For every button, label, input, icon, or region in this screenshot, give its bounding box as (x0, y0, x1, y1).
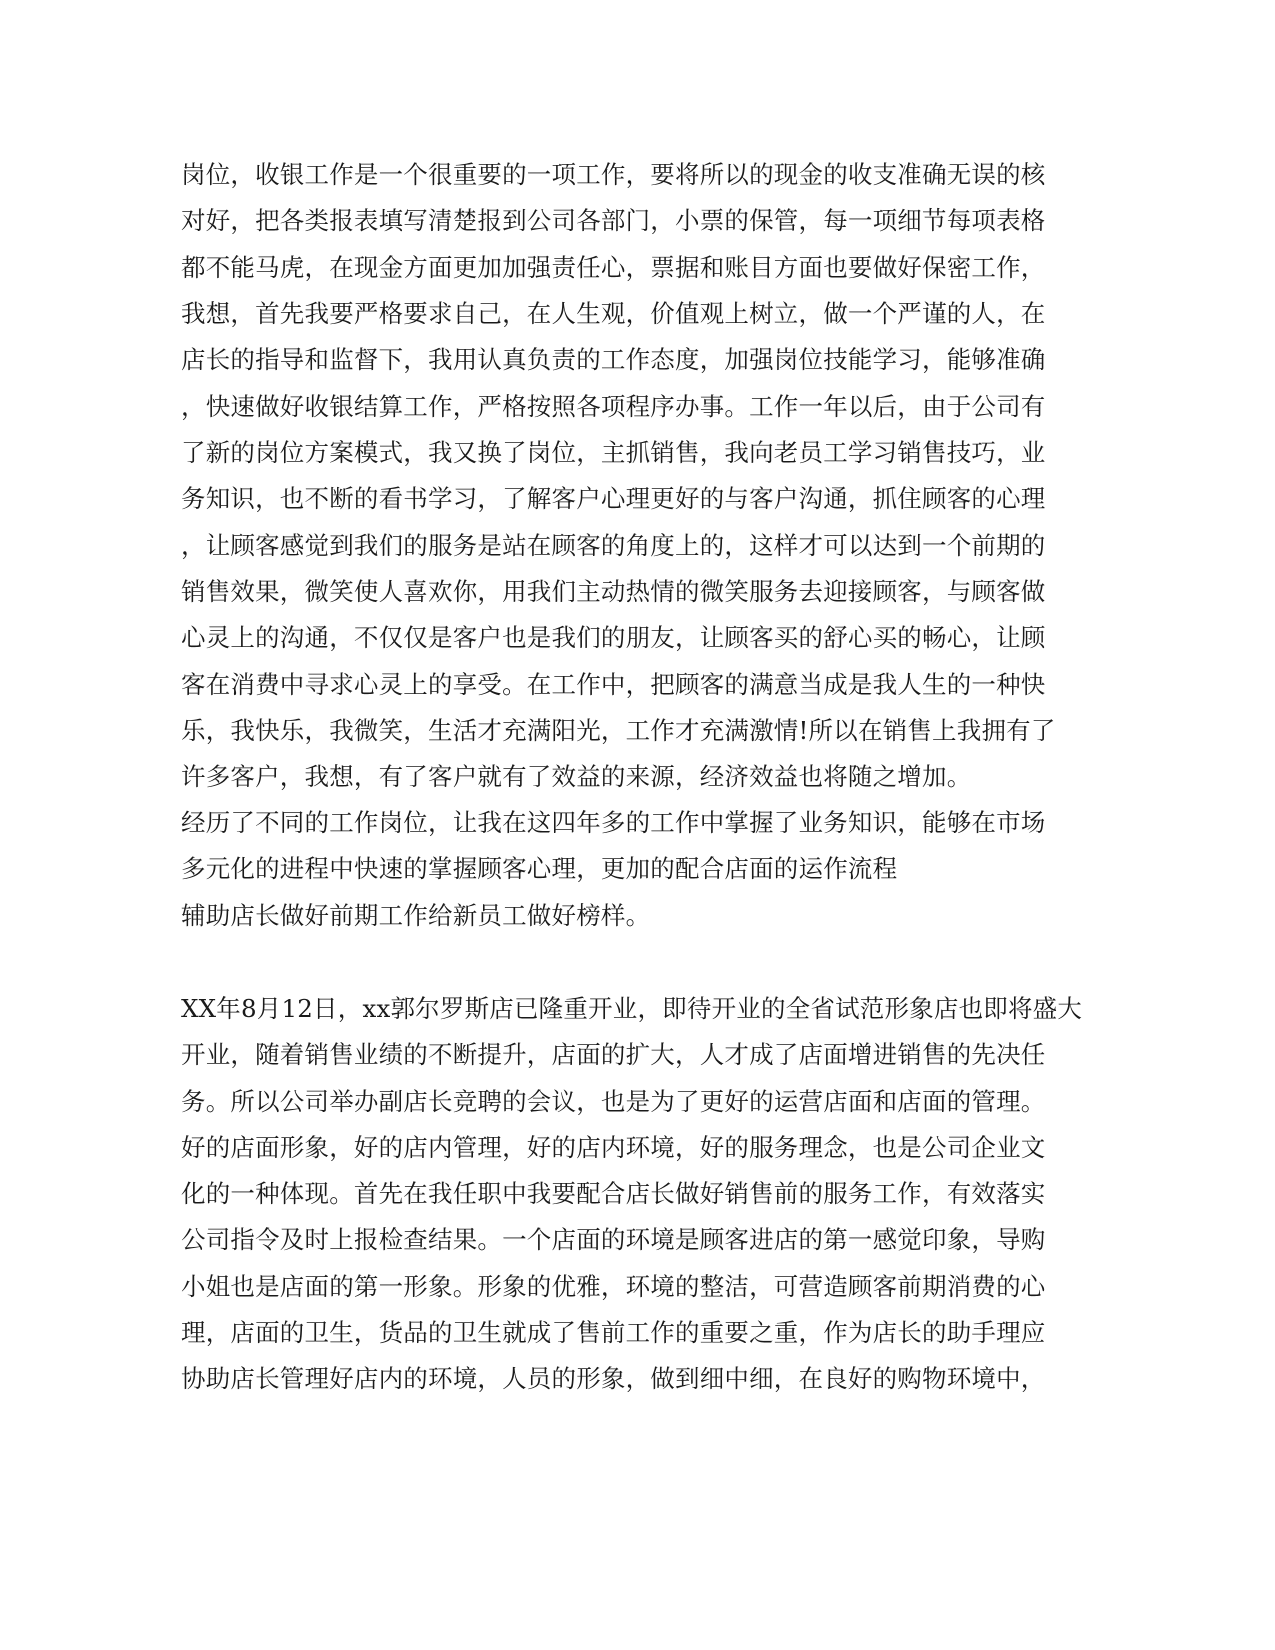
text-line: ，快速做好收银结算工作，严格按照各项程序办事。工作一年以后，由于公司有 (181, 392, 1046, 421)
text-line: 客在消费中寻求心灵上的享受。在工作中，把顾客的满意当成是我人生的一种快 (181, 670, 1046, 699)
text-line: 开业，随着销售业绩的不断提升，店面的扩大，人才成了店面增进销售的先决任 (181, 1040, 1046, 1069)
text-line: 务。所以公司举办副店长竞聘的会议，也是为了更好的运营店面和店面的管理。 (181, 1087, 1046, 1116)
text-line: 乐，我快乐，我微笑，生活才充满阳光，工作才充满激情!所以在销售上我拥有了 (181, 716, 1056, 745)
text-line: 公司指令及时上报检查结果。一个店面的环境是顾客进店的第一感觉印象，导购 (181, 1225, 1046, 1254)
text-line: 小姐也是店面的第一形象。形象的优雅，环境的整洁，可营造顾客前期消费的心 (181, 1272, 1046, 1301)
text-line: 了新的岗位方案模式，我又换了岗位，主抓销售，我向老员工学习销售技巧，业 (181, 438, 1046, 467)
text-line: 销售效果，微笑使人喜欢你，用我们主动热情的微笑服务去迎接顾客，与顾客做 (181, 577, 1046, 606)
text-line: XX年8月12日，xx郭尔罗斯店已隆重开业，即待开业的全省试范形象店也即将盛大 (181, 994, 1083, 1023)
text-line: 理，店面的卫生，货品的卫生就成了售前工作的重要之重，作为店长的助手理应 (181, 1318, 1046, 1347)
text-line: 协助店长管理好店内的环境，人员的形象，做到细中细，在良好的购物环境中， (181, 1364, 1046, 1393)
text-line: 对好，把各类报表填写清楚报到公司各部门，小票的保管，每一项细节每项表格 (181, 206, 1046, 235)
text-line: 都不能马虎，在现金方面更加加强责任心，票据和账目方面也要做好保密工作， (181, 253, 1046, 282)
text-line: 我想，首先我要严格要求自己，在人生观，价值观上树立，做一个严谨的人，在 (181, 299, 1046, 328)
text-line: 化的一种体现。首先在我任职中我要配合店长做好销售前的服务工作，有效落实 (181, 1179, 1046, 1208)
text-line: 辅助店长做好前期工作给新员工做好榜样。 (181, 901, 651, 930)
text-line: 店长的指导和监督下，我用认真负责的工作态度，加强岗位技能学习，能够准确 (181, 345, 1046, 374)
text-line: 许多客户，我想，有了客户就有了效益的来源，经济效益也将随之增加。 (181, 762, 972, 791)
text-line: 心灵上的沟通，不仅仅是客户也是我们的朋友，让顾客买的舒心买的畅心，让顾 (181, 623, 1046, 652)
text-line: 岗位，收银工作是一个很重要的一项工作，要将所以的现金的收支准确无误的核 (181, 160, 1046, 189)
text-line: ，让顾客感觉到我们的服务是站在顾客的角度上的，这样才可以达到一个前期的 (181, 531, 1046, 560)
text-line: 务知识，也不断的看书学习，了解客户心理更好的与客户沟通，抓住顾客的心理 (181, 484, 1046, 513)
text-line: 好的店面形象，好的店内管理，好的店内环境，好的服务理念，也是公司企业文 (181, 1133, 1046, 1162)
text-line: 多元化的进程中快速的掌握顾客心理，更加的配合店面的运作流程 (181, 854, 898, 883)
text-line: 经历了不同的工作岗位，让我在这四年多的工作中掌握了业务知识，能够在市场 (181, 808, 1046, 837)
